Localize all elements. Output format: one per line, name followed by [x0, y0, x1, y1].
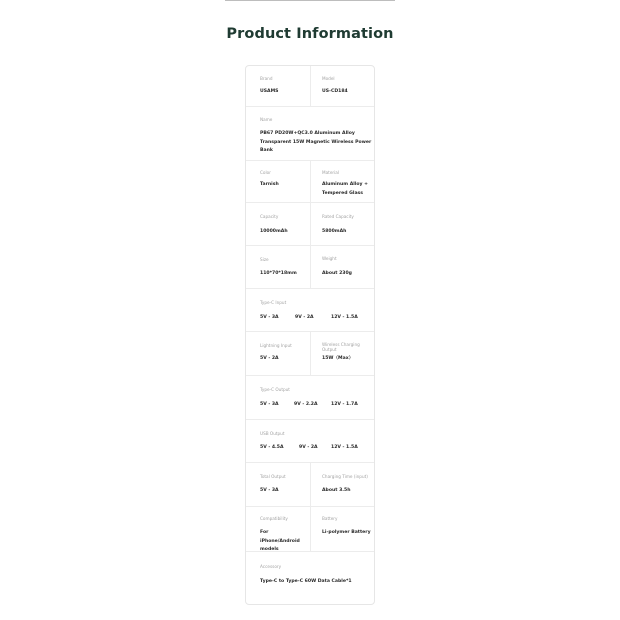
spec-row-usb-output [246, 419, 374, 463]
spec-label: Material [322, 170, 340, 175]
spec-row-accessory [246, 551, 374, 604]
spec-value: 9V - 2A [295, 315, 314, 320]
spec-cell-capacity [246, 202, 310, 245]
spec-label: Type-C Input [260, 300, 287, 305]
spec-cell-rated-capacity [310, 202, 375, 245]
spec-label: Weight [322, 256, 337, 261]
spec-value: 12V - 1.7A [331, 402, 358, 407]
spec-cell-material [310, 160, 375, 202]
top-divider [225, 0, 395, 1]
spec-label: Capacity [260, 214, 279, 219]
spec-cell-model [310, 66, 375, 106]
spec-row-typec-input [246, 288, 374, 332]
spec-cell-size [246, 245, 310, 288]
spec-value: 10000mAh [260, 229, 288, 234]
spec-label: Total Output [260, 474, 286, 479]
spec-value: USAMS [260, 89, 279, 94]
spec-value: For iPhone/Android models [260, 530, 300, 552]
spec-value: 9V - 2.2A [294, 402, 318, 407]
spec-value: 110*70*18mm [260, 271, 297, 276]
spec-table [245, 65, 375, 605]
spec-label: Compatibility [260, 516, 288, 521]
spec-value: Type-C to Type-C 60W Data Cable*1 [260, 579, 352, 584]
spec-label: Size [260, 257, 269, 262]
spec-row-compat-battery [246, 506, 374, 552]
spec-row-size-weight [246, 245, 374, 289]
spec-row-capacity [246, 202, 374, 246]
spec-cell-usb-output [246, 419, 374, 462]
spec-value: 5V - 3A [260, 402, 279, 407]
spec-row-typec-output [246, 375, 374, 420]
spec-label: Wireless Charging Output [322, 342, 360, 352]
spec-label: Model [322, 76, 335, 81]
spec-label: Rated Capacity [322, 214, 354, 219]
spec-label: Name [260, 117, 273, 122]
spec-cell-brand [246, 66, 310, 106]
spec-row-name [246, 106, 374, 161]
spec-value: Aluminum Alloy + Tempered Glass [322, 182, 368, 196]
spec-value: 12V - 1.5A [331, 315, 358, 320]
spec-row-brand-model [246, 66, 374, 107]
spec-cell-charging-time [310, 462, 375, 506]
spec-value: Li-polymer Battery [322, 530, 371, 535]
spec-value: 5V - 4.5A [260, 445, 284, 450]
spec-row-total-charging [246, 462, 374, 507]
spec-label: Accessory [260, 564, 282, 569]
spec-label: Type-C Output [260, 387, 290, 392]
spec-value: Tarnish [260, 182, 279, 187]
spec-cell-color [246, 160, 310, 202]
spec-label: Charging Time (input) [322, 474, 368, 479]
spec-cell-lightning-input [246, 331, 310, 375]
spec-value: 5V - 2A [260, 356, 279, 361]
spec-label: Color [260, 170, 271, 175]
spec-value: US-CD184 [322, 89, 348, 94]
page-title: Product Information [226, 26, 394, 42]
spec-label: USB Output [260, 431, 285, 436]
spec-row-color-material [246, 160, 374, 203]
spec-label: Lightning Input [260, 343, 292, 348]
spec-cell-battery [310, 506, 375, 551]
spec-label: Battery [322, 516, 338, 521]
spec-value: 5V - 3A [260, 315, 279, 320]
spec-value: 12V - 1.5A [331, 445, 358, 450]
spec-value: About 230g [322, 271, 352, 276]
spec-cell-total-output [246, 462, 310, 506]
spec-cell-name [246, 106, 374, 160]
spec-value: 5800mAh [322, 229, 347, 234]
spec-value: 5V - 3A [260, 488, 279, 493]
spec-cell-accessory [246, 551, 374, 604]
spec-value: 9V - 2A [299, 445, 318, 450]
spec-cell-weight [310, 245, 375, 288]
spec-value: 15W（Max） [322, 356, 354, 361]
spec-cell-typec-output [246, 375, 374, 419]
spec-cell-wireless-output [310, 331, 375, 375]
spec-cell-typec-input [246, 288, 374, 331]
spec-cell-compatibility [246, 506, 310, 551]
spec-value: About 3.5h [322, 488, 351, 493]
spec-value: PB67 PD20W+QC3.0 Aluminum Alloy Transparent 15W Magnetic Wireless Power Bank [260, 131, 372, 153]
spec-row-lightning-wireless [246, 331, 374, 376]
spec-label: Brand [260, 76, 273, 81]
